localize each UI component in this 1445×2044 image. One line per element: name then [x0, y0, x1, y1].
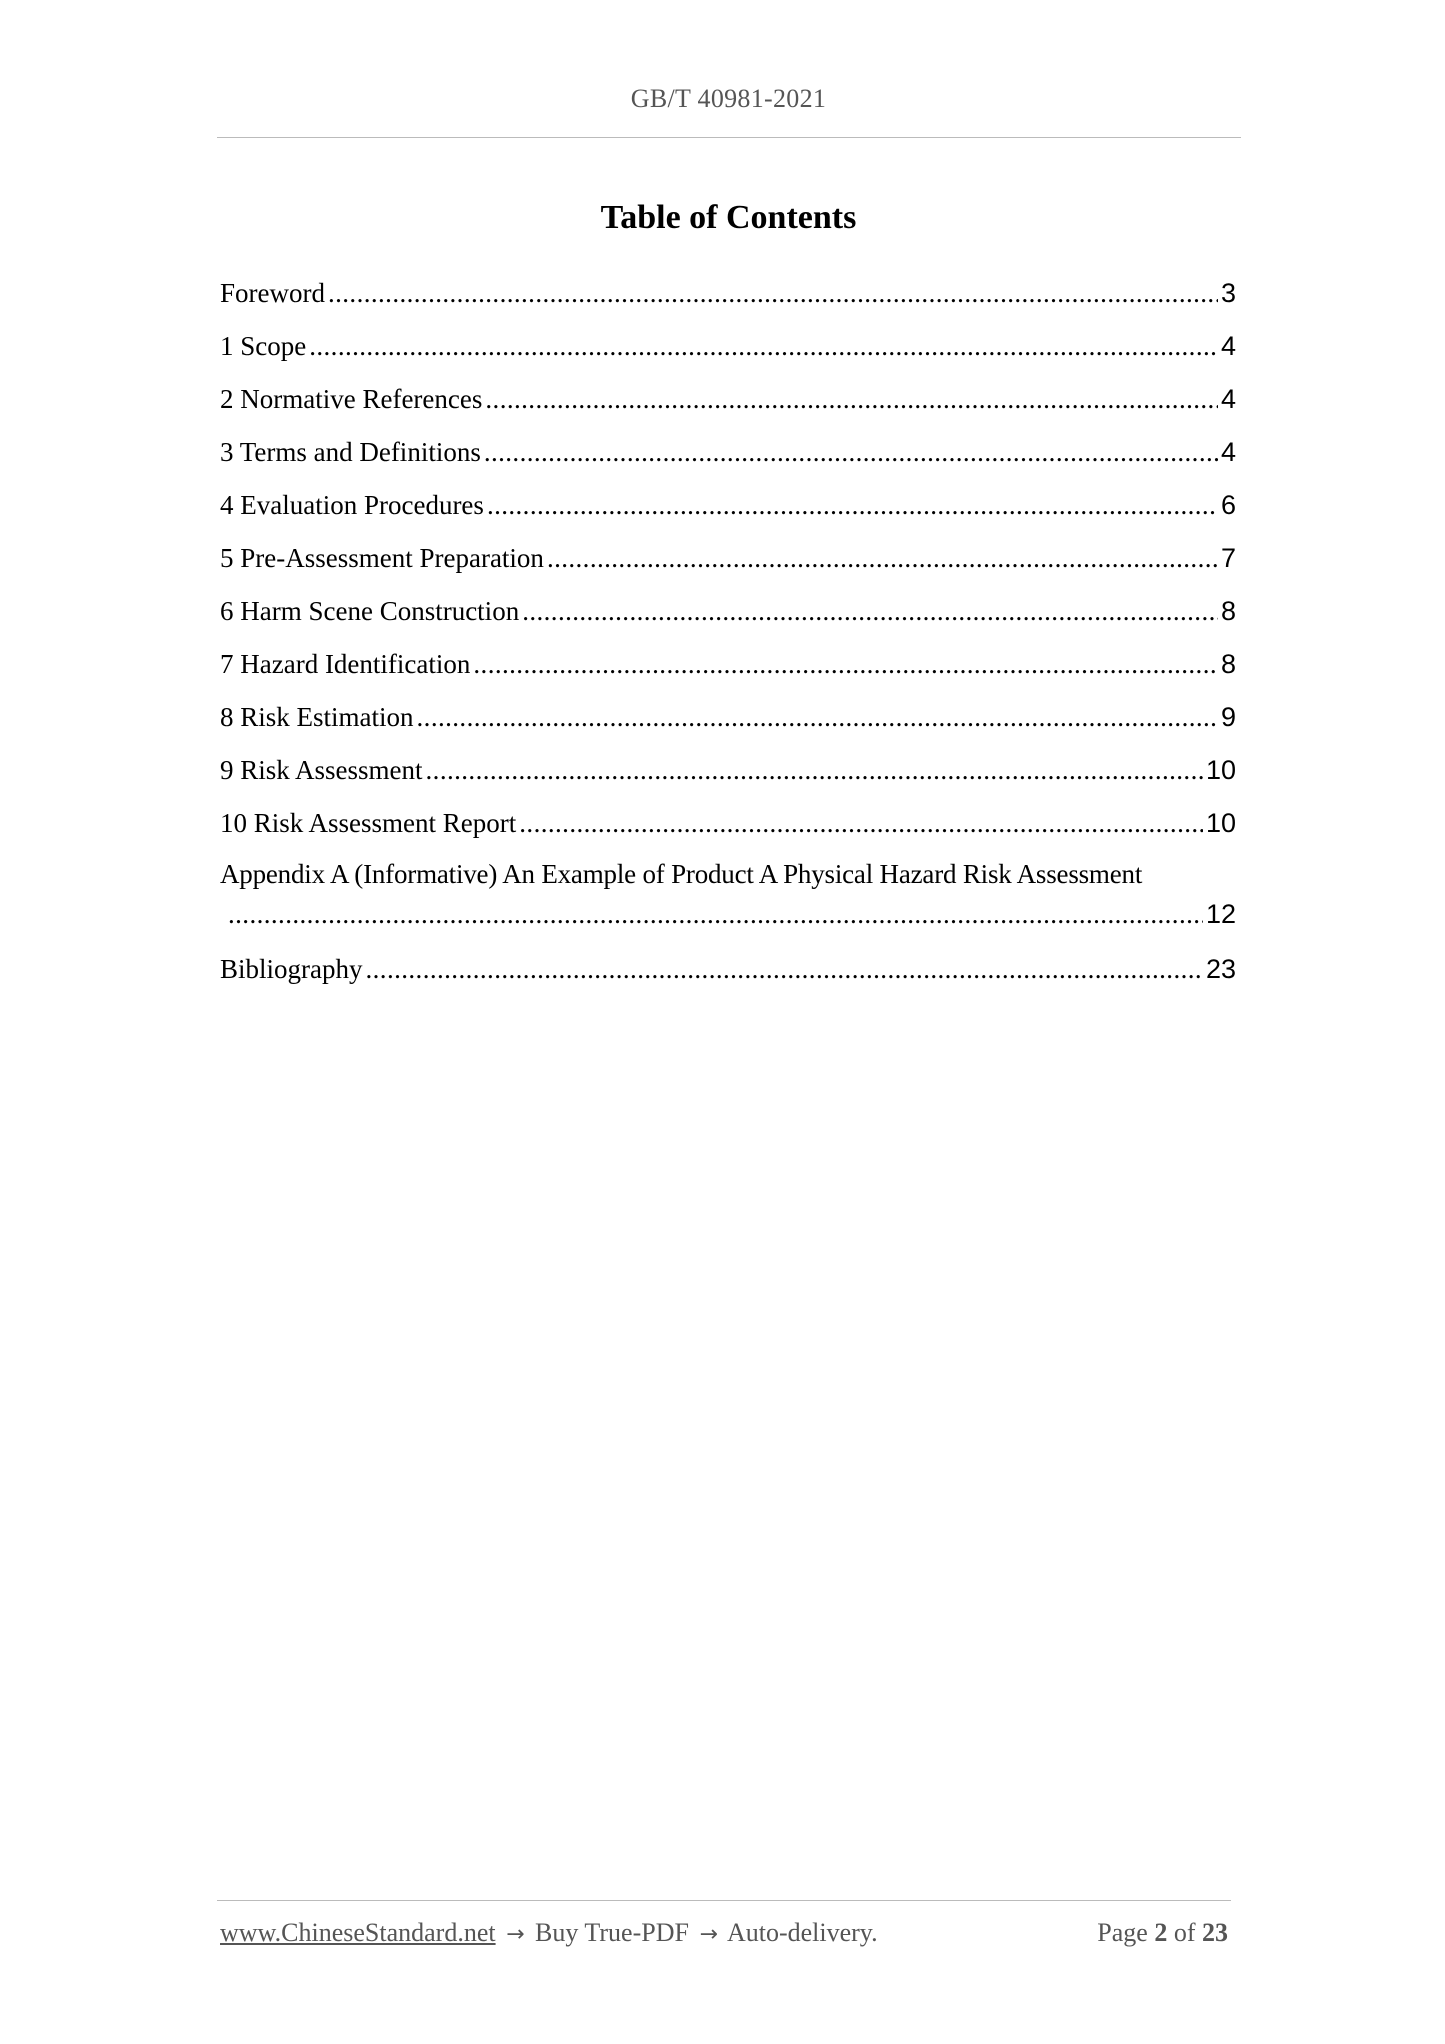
toc-entry-hazard-identification[interactable] — [220, 642, 1236, 695]
toc-entry-page: 3 — [1220, 278, 1236, 308]
toc-entry-label: 5 Pre-Assessment Preparation — [220, 543, 544, 573]
dot-leader — [426, 748, 1203, 792]
toc-entry-label: 10 Risk Assessment Report — [220, 808, 517, 838]
toc-entry-page: 4 — [1220, 331, 1236, 361]
toc-heading: Table of Contents — [600, 199, 857, 236]
toc-entry-risk-assessment[interactable] — [220, 748, 1236, 801]
toc-entry-page: 10 — [1205, 808, 1236, 838]
toc-entry-evaluation-procedures[interactable] — [220, 483, 1236, 536]
toc-entry-label: Bibliography — [220, 954, 363, 984]
toc-entry-label: 2 Normative References — [220, 384, 483, 414]
toc-entry-page: 12 — [1205, 899, 1236, 929]
dot-leader — [228, 894, 1203, 934]
page-footer — [220, 1918, 1228, 1958]
toc-entry-label: 4 Evaluation Procedures — [220, 490, 484, 520]
toc-entry-label: Foreword — [220, 278, 325, 308]
header-divider — [217, 137, 1241, 138]
toc-entry-harm-scene-construction[interactable] — [220, 589, 1236, 642]
dot-leader — [484, 430, 1218, 474]
arrow-right-icon: → — [699, 1922, 718, 1947]
toc-entry-page: 4 — [1220, 384, 1236, 414]
toc-entry-bibliography[interactable] — [220, 947, 1236, 1000]
toc-entry-page: 8 — [1220, 649, 1236, 679]
toc-entry-label: 3 Terms and Definitions — [220, 437, 481, 467]
toc-entry-label: 7 Hazard Identification — [220, 649, 471, 679]
page-number — [1097, 1918, 1228, 1948]
toc-entry-label: Appendix A (Informative) An Example of Product A Physical Hazard Risk Assessment — [220, 859, 1143, 889]
footer-divider — [217, 1900, 1231, 1901]
toc-entry-page: 7 — [1220, 543, 1236, 573]
toc-entry-label: 8 Risk Estimation — [220, 702, 414, 732]
toc-entry-scope[interactable] — [220, 324, 1236, 377]
footer-promo — [220, 1918, 878, 1948]
table-of-contents — [220, 271, 1236, 1000]
of-word: of — [1173, 1918, 1196, 1947]
toc-entry-label: 1 Scope — [220, 331, 307, 361]
toc-entry-page: 8 — [1220, 596, 1236, 626]
toc-entry-page: 23 — [1205, 954, 1236, 984]
arrow-right-icon: → — [506, 1922, 525, 1947]
dot-leader — [487, 483, 1218, 527]
running-header: GB/T 40981-2021 — [630, 84, 827, 113]
toc-entry-label: 6 Harm Scene Construction — [220, 596, 520, 626]
website-link[interactable]: www.ChineseStandard.net — [220, 1918, 496, 1947]
toc-entry-normative-references[interactable] — [220, 377, 1236, 430]
dot-leader — [519, 801, 1203, 845]
toc-entry-terms-and-definitions[interactable] — [220, 430, 1236, 483]
auto-delivery-text: Auto-delivery. — [726, 1918, 878, 1947]
toc-entry-risk-estimation[interactable] — [220, 695, 1236, 748]
toc-entry-page: 6 — [1220, 490, 1236, 520]
dot-leader — [547, 536, 1218, 580]
dot-leader — [366, 947, 1203, 991]
current-page-number: 2 — [1154, 1918, 1168, 1947]
dot-leader — [485, 377, 1218, 421]
total-page-number: 23 — [1202, 1918, 1228, 1947]
page-word: Page — [1097, 1918, 1148, 1947]
toc-entry-page: 4 — [1220, 437, 1236, 467]
dot-leader — [309, 324, 1218, 368]
toc-entry-page: 10 — [1205, 755, 1236, 785]
dot-leader — [473, 642, 1218, 686]
toc-entry-page: 9 — [1220, 702, 1236, 732]
toc-entry-risk-assessment-report[interactable] — [220, 801, 1236, 854]
toc-entry-appendix-a[interactable] — [220, 854, 1236, 947]
toc-entry-foreword[interactable] — [220, 271, 1236, 324]
dot-leader — [522, 589, 1218, 633]
toc-entry-label: 9 Risk Assessment — [220, 755, 423, 785]
dot-leader — [417, 695, 1218, 739]
dot-leader — [328, 271, 1218, 315]
buy-true-pdf-text: Buy True-PDF — [535, 1918, 689, 1947]
toc-entry-pre-assessment-preparation[interactable] — [220, 536, 1236, 589]
